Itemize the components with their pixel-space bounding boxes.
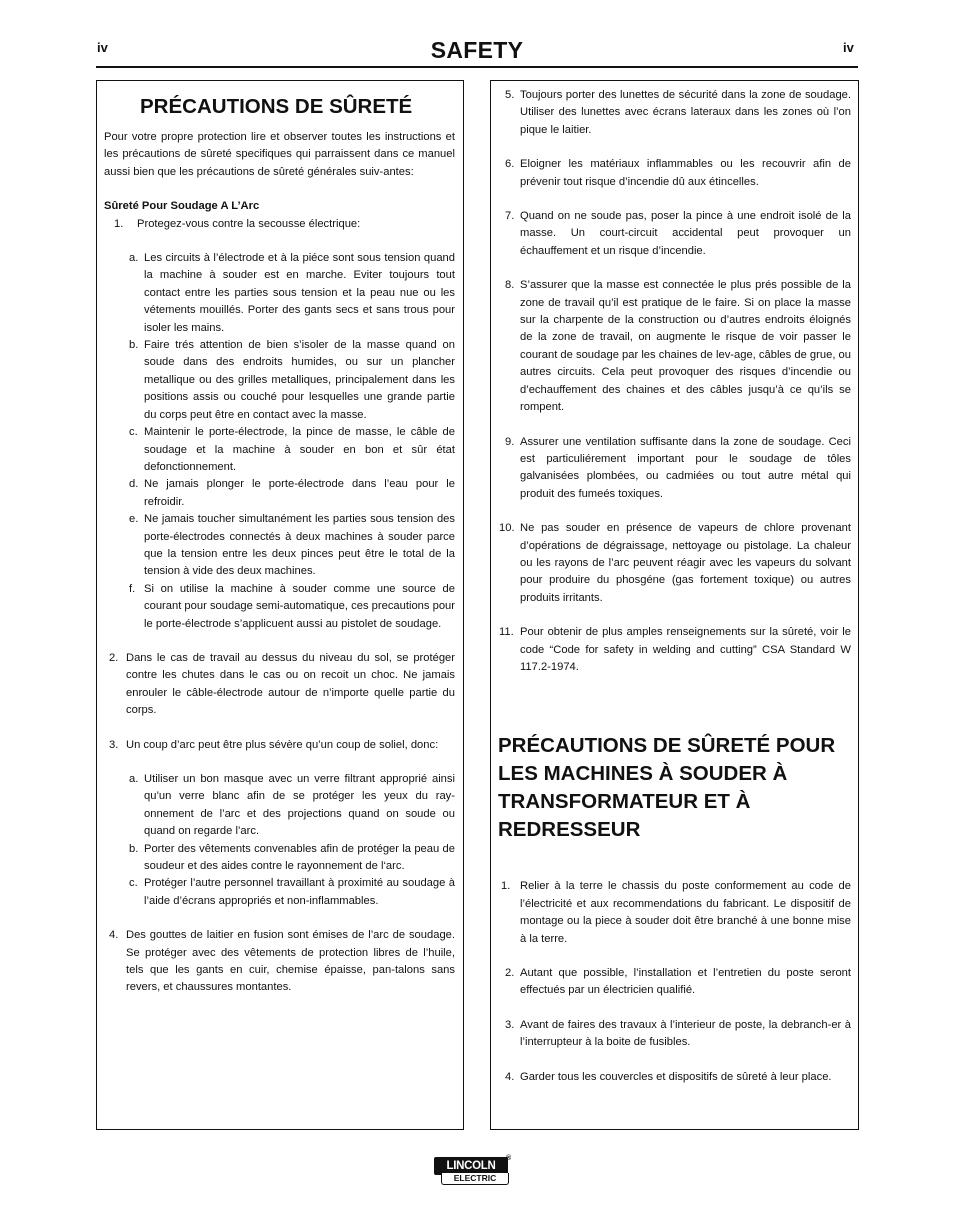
item-text: Maintenir le porte-électrode, la pince de masse, le câble de soudage et la machine à souder en bon et sûr état defonctionnement. [144, 426, 455, 473]
heading-line: REDRESSEUR [498, 818, 641, 842]
list-item [498, 520, 851, 607]
item-text: Faire trés attention de bien s’isoler de la masse quand on soude dans des endroits humides, ou sur un plancher metallique ou des grilles metalliques, principalement dans les positions assis ou couché pour lesquelles une grande partie du corps peut être en contact avec la masse. [144, 339, 455, 421]
list-item [498, 878, 851, 948]
item-number: 2. [109, 651, 119, 664]
registered-mark: ® [506, 1155, 512, 1162]
item-text: Un coup d’arc peut être plus sévère qu’un coup de soliel, donc: [126, 738, 439, 751]
item-text: Garder tous les couvercles et dispositifs de sûreté à leur place. [520, 1070, 832, 1083]
list-item [104, 927, 455, 997]
list-item [498, 156, 851, 191]
list-item [104, 424, 455, 476]
list-item [104, 771, 455, 841]
item-letter: a. [129, 252, 139, 265]
section-heading: PRÉCAUTIONS DE SÛRETÉ [140, 95, 413, 118]
item-letter: b. [129, 842, 139, 855]
item-text: Si on utilise la machine à souder comme une source de courant pour soudage semi-automatique, ces precautions pour le porte-électrode s’applicuent aussi au pistolet de soudage. [144, 582, 455, 630]
item-text: Eloigner les matériaux inflammables ou les recouvrir afin de prévenir tout risque d’incendie dû aux étincelles. [520, 158, 851, 188]
logo-bottom-band: ELECTRIC [441, 1173, 509, 1185]
header-rule [96, 66, 858, 68]
lincoln-electric-logo [433, 1157, 513, 1187]
list-item [104, 875, 455, 910]
item-text: Dans le cas de travail au dessus du niveau du sol, se protéger contre les chutes dans le cas ou on recoit un choc. Ne jamais enrouler le câble-électrode autour de n’importe quelle partie du corps. [126, 651, 455, 717]
list-item [498, 624, 851, 676]
item-number: 7. [505, 210, 515, 223]
item-text: Utiliser un bon masque avec un verre filtrant approprié ainsi qu’un verre blanc afin de se protéger les yeux du ray-onnement de l’arc et des projections quand on soude ou quand on regarde l’arc. [144, 773, 455, 838]
list-item [104, 737, 455, 754]
page-number-right: iv [843, 40, 854, 55]
item-letter: e. [129, 513, 139, 526]
item-text: Protegez-vous contre la secousse électrique: [137, 217, 361, 230]
page-number-left: iv [97, 40, 108, 55]
list-item [498, 1069, 851, 1086]
list-item [104, 841, 455, 876]
item-text: Protéger l’autre personnel travaillant à proximité au soudage à l’aide d’écrans appropriés et non-inflammables. [144, 877, 455, 907]
item-text: Autant que possible, l’installation et l’entretien du poste seront effectués par un électricien qualifié. [520, 967, 851, 997]
heading-line: LES MACHINES À SOUDER À [498, 762, 788, 786]
item-letter: a. [129, 773, 139, 785]
heading-line: TRANSFORMATEUR ET À [498, 790, 751, 814]
item-text: Avant de faires des travaux à l’interieur de poste, la debranch-er à l’interrupteur à la boite de fusibles. [520, 1018, 851, 1049]
item-text: Relier à la terre le chassis du poste conformement au code de l’électricité et aux recommendations du fabricant. Le dispositif de montage ou la piece à souder doit être branché à une bonne mise à la terre. [520, 880, 851, 945]
list-item [104, 511, 455, 581]
item-number: 3. [109, 738, 119, 751]
list-item [104, 476, 455, 511]
list-item [104, 650, 455, 720]
item-text: Toujours porter des lunettes de sécurité dans la zone de soudage. Utiliser des lunettes avec écrans lateraux dans les zones où l’on pique le laitier. [520, 89, 851, 136]
item-letter: f. [129, 582, 136, 595]
page-title: SAFETY [430, 37, 524, 63]
item-text: Les circuits à l’électrode et à la piéce sont sous tension quand la machine à souder est en marche. Eviter toujours tout contact entre les parties sous tension et la peau nue ou les vétements mouillés. Porter des gants secs et sans trous pour isoler les mains. [144, 252, 455, 334]
item-number: 9. [505, 435, 515, 448]
item-number: 11. [499, 626, 514, 639]
item-letter: b. [129, 339, 139, 352]
item-text: Ne jamais plonger le porte-électrode dans l’eau pour le refroidir. [144, 478, 455, 508]
item-text: Pour obtenir de plus amples renseignements sur la sûreté, voir le code “Code for safety in welding and cutting” CSA Standard W 117.2-1974. [520, 626, 851, 673]
item-number: 3. [505, 1018, 515, 1031]
intro-paragraph: Pour votre propre protection lire et observer toutes les instructions et les précautions de sûreté specifiques qui parraissent dans ce manuel aussi bien que les précautions de sûreté générales suiv-antes: [104, 131, 455, 178]
item-letter: c. [129, 877, 138, 890]
item-number: 1. [501, 880, 511, 893]
right-column-box [490, 80, 859, 1130]
list-item [498, 434, 851, 504]
item-letter: c. [129, 426, 138, 439]
list-item [104, 216, 455, 233]
subheading-arc-welding: Sûreté Pour Soudage A L’Arc [104, 200, 260, 213]
list-item [498, 208, 851, 260]
item-number: 6. [505, 158, 515, 171]
item-text: S’assurer que la masse est connectée le plus prés possible de la zone de travail qu’il est pratique de le faire. Si on place la masse sur la charpente de la construction ou d’autres endroits éloignés de la zone de travail, on augmente le risque de voir passer le courant de soudage par les chaines de lev-age, câbles de grue, ou autres circuits. Cela peut provoquer des risques d’incendie ou d’echauffement des chaines et des câbles jusqu’à ce qu’ils se rompent. [520, 279, 851, 414]
list-item [104, 581, 455, 633]
list-item [498, 1017, 851, 1052]
item-text: Des gouttes de laitier en fusion sont émises de l’arc de soudage. Se protéger avec des vêtements de protection libres de l’huile, tels que les gants en cuir, chemise épaisse, pan-talons sans revers, et chaussures montantes. [126, 929, 455, 994]
item-number: 2. [505, 967, 515, 979]
section-heading-transformer [498, 732, 851, 844]
item-text: Assurer une ventilation suffisante dans la zone de soudage. Ceci est particuliérement important pour le soudage de tôles galvanisées plombées, ou cadmiées ou tout autre métal qui produit des fumeés toxiques. [520, 435, 851, 500]
item-number: 4. [505, 1070, 515, 1083]
heading-line: PRÉCAUTIONS DE SÛRETÉ POUR [498, 734, 836, 758]
logo-top-band: LINCOLN [434, 1157, 508, 1175]
item-number: 4. [109, 929, 119, 942]
list-item [498, 277, 851, 416]
item-text: Quand on ne soude pas, poser la pince à une endroit isolé de la masse. Un court-circuit accidental peut provoquer un échauffement et un risque d’incendie. [520, 210, 851, 257]
item-text: Porter des vêtements convenables afin de protéger la peau de soudeur et des aides contre le rayonnement de l‘arc. [144, 842, 455, 873]
list-item [104, 250, 455, 337]
list-item [498, 965, 851, 1000]
list-item [498, 87, 851, 139]
list-item [104, 337, 455, 424]
item-number: 8. [505, 279, 515, 292]
item-letter: d. [129, 478, 139, 491]
item-text: Ne jamais toucher simultanément les parties sous tension des porte-électrodes connectés à deux machines à souder parce que la tension entre les deux pinces peut être le total de la tension à vide des deux machines. [144, 513, 455, 578]
item-number: 1. [114, 217, 124, 230]
left-column-box [96, 80, 464, 1130]
item-number: 5. [505, 89, 515, 101]
item-number: 10. [499, 522, 515, 535]
item-text: Ne pas souder en présence de vapeurs de chlore provenant d’opérations de dégraissage, nettoyage ou pistolage. La chaleur ou les rayons de l’arc peuvent réagir avec les vapeurs du solvant pour produire du phosgéne (gas fortement toxique) ou autres produits irritants. [520, 522, 851, 604]
